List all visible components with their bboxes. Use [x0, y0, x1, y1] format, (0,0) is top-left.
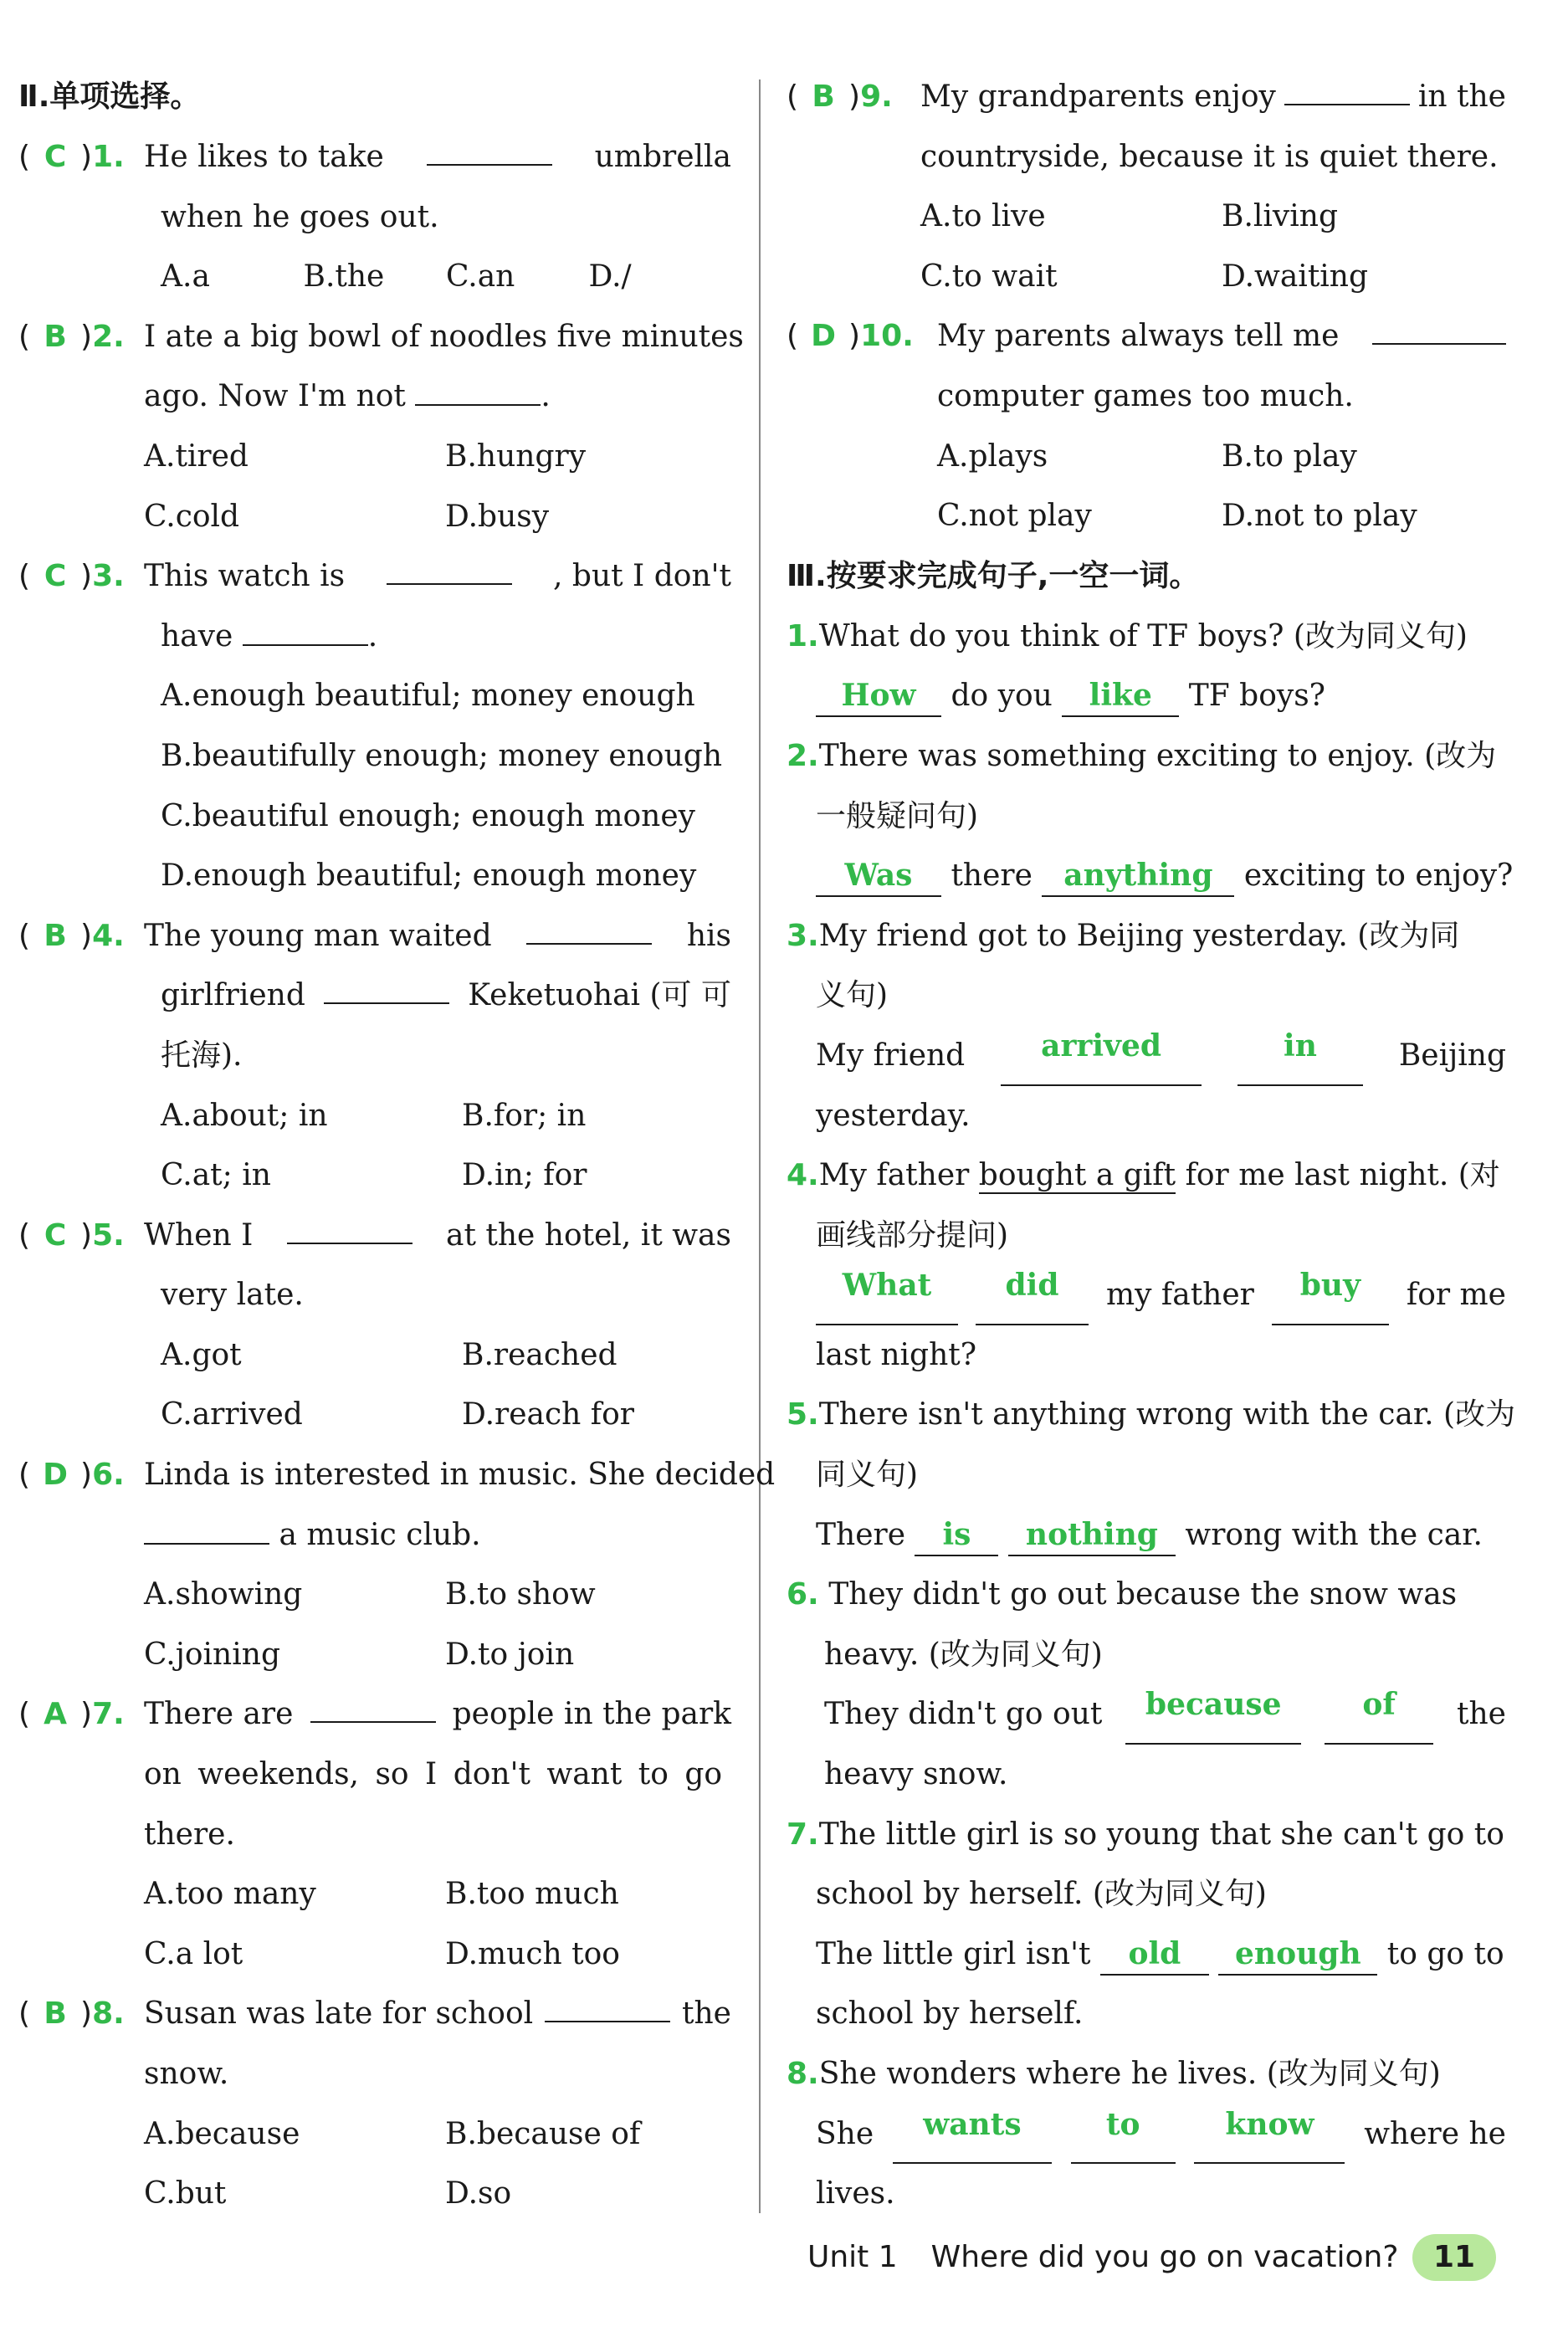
question-5: ( C )5. When I at the hotel, it was [18, 1206, 731, 1266]
text: B.to play [1222, 438, 1357, 474]
answer: A [44, 1697, 67, 1732]
answer-fill: like [1062, 675, 1179, 717]
options [18, 2164, 731, 2224]
text: at the hotel, it was [446, 1217, 731, 1253]
options [18, 1625, 731, 1685]
text: 3. [787, 918, 819, 953]
text: Beijing [1398, 1038, 1506, 1073]
text: D.enough beautiful; enough money [161, 858, 697, 894]
text: My friend got to Beijing yesterday. (改为同 [818, 918, 1460, 953]
text: There isn't anything wrong with the car. (改为 [818, 1397, 1516, 1432]
options [18, 1145, 731, 1206]
blank [287, 1206, 412, 1244]
right-column [787, 67, 1516, 2224]
answer-fill: know [1194, 2104, 1345, 2165]
text: My friend [816, 1038, 966, 1073]
column-divider [759, 79, 761, 2213]
options [18, 1385, 731, 1445]
text: My father [818, 1158, 970, 1193]
text: people in the park [452, 1697, 731, 1732]
text: D.busy [445, 499, 550, 534]
sentence-4 [787, 1145, 1506, 1206]
blank [545, 1984, 670, 2022]
text: C.a lot [144, 1936, 243, 1971]
answer: B [44, 319, 67, 354]
text: for me last night. (对 [1185, 1158, 1500, 1193]
text: there. [144, 1817, 235, 1852]
answer-fill: old [1100, 1934, 1209, 1976]
answer-fill: nothing [1008, 1514, 1176, 1556]
text: D.reach for [462, 1397, 634, 1432]
text: last night? [816, 1337, 977, 1372]
text: B.for; in [462, 1098, 587, 1133]
text: My grandparents enjoy [920, 79, 1276, 114]
options [18, 1325, 731, 1386]
text: school by herself. (改为同义句) [816, 1877, 1267, 1912]
section-title: Ⅱ.单项选择。 [18, 79, 201, 114]
question-7: ( A )7. There are people in the park [18, 1684, 731, 1745]
answer-fill: What [816, 1265, 958, 1325]
text: This watch is [144, 559, 346, 594]
text: . [367, 618, 378, 653]
answer-fill: Was [816, 855, 941, 897]
text: umbrella [594, 140, 731, 174]
text: lives. [816, 2176, 895, 2211]
text: 2. [92, 319, 125, 354]
text: The young man waited [144, 918, 492, 953]
text: C.joining [144, 1637, 280, 1672]
text: C.not play [937, 499, 1092, 534]
text: D.much too [445, 1936, 620, 1971]
text: A.because [144, 2116, 300, 2151]
text: The little girl isn't [816, 1936, 1091, 1971]
text: countryside, because it is quiet there. [920, 139, 1499, 174]
text: D./ [588, 259, 632, 295]
options [18, 1864, 731, 1924]
text: TF boys? [1188, 679, 1325, 714]
text: They didn't go out because the snow was [828, 1577, 1458, 1612]
text: his [686, 918, 731, 953]
text: 4. [787, 1158, 819, 1193]
text: 10. [860, 319, 914, 354]
text: 1. [787, 618, 819, 653]
answer-fill: to [1071, 2104, 1176, 2165]
blank [526, 906, 652, 945]
text: , but I don't [553, 559, 731, 594]
text: snow. [144, 2057, 229, 2091]
options [18, 2104, 731, 2165]
text: B.the [303, 259, 385, 295]
options [18, 427, 731, 487]
text: What do you think of TF boys? (改为同义句) [818, 618, 1468, 653]
text: C.beautiful enough; enough money [161, 798, 695, 833]
answer: B [44, 918, 67, 953]
blank [324, 966, 449, 1004]
text: 义句) [816, 978, 889, 1013]
question-8: ( B )8. Susan was late for school the [18, 1984, 731, 2044]
text: do you [951, 679, 1053, 714]
answer: D [811, 319, 836, 354]
text: D.so [445, 2176, 512, 2211]
text: C.to wait [920, 259, 1058, 294]
text: There was something exciting to enjoy. (改为 [818, 738, 1497, 773]
answer: C [44, 140, 67, 174]
text: C.cold [144, 499, 240, 534]
answer-fill: arrived [1001, 1026, 1202, 1086]
options [787, 427, 1506, 487]
text: the [682, 1996, 731, 2032]
text: school by herself. [816, 1996, 1084, 2032]
text: A.enough beautiful; money enough [161, 679, 695, 714]
text: D.waiting [1222, 259, 1369, 294]
text: They didn't go out [824, 1697, 1103, 1732]
answer-fill: wants [893, 2104, 1052, 2165]
text: I ate a big bowl of noodles five minutes [144, 319, 744, 354]
answer-fill: How [816, 675, 941, 717]
question-4: ( B )4. The young man waited his [18, 906, 731, 966]
text: 8. [787, 2057, 819, 2091]
text: The little girl is so young that she can't go to [818, 1817, 1504, 1852]
unit-label: Unit 1 [807, 2239, 898, 2274]
text: D.to join [445, 1637, 575, 1672]
text: B.too much [445, 1877, 619, 1912]
answer: B [44, 1996, 67, 2032]
options [18, 1565, 731, 1625]
text: 画线部分提问) [816, 1217, 1009, 1253]
sentence-2 [787, 726, 1506, 787]
page-footer [807, 2232, 1398, 2282]
question-1: ( C )1. He likes to take umbrella [18, 127, 731, 187]
answer-fill: did [976, 1265, 1089, 1325]
text: 3. [92, 559, 125, 594]
text: my father [1106, 1278, 1254, 1313]
text: bought a gift [978, 1158, 1176, 1193]
options [18, 487, 731, 547]
text: A.too many [144, 1877, 316, 1912]
text: C.but [144, 2176, 227, 2211]
text: 4. [92, 918, 125, 953]
text: She wonders where he lives. (改为同义句) [818, 2057, 1441, 2091]
section-title: Ⅲ.按要求完成句子,一空一词。 [787, 558, 1200, 593]
unit-title: Where did you go on vacation? [930, 2239, 1399, 2274]
answer: C [44, 559, 67, 594]
text: C.an [446, 259, 515, 295]
text: on weekends, so I don't want to go [144, 1757, 723, 1792]
answer-fill: is [915, 1514, 998, 1556]
options [18, 1086, 731, 1146]
text: 托海). [161, 1038, 243, 1073]
text: . [541, 379, 551, 414]
blank [1284, 67, 1410, 105]
options [787, 187, 1506, 247]
text: 5. [787, 1397, 819, 1432]
text: to go to [1386, 1936, 1504, 1971]
answer-fill: because [1125, 1684, 1301, 1745]
sentence-3 [787, 906, 1506, 966]
options [787, 486, 1506, 546]
text: wrong with the car. [1185, 1517, 1483, 1552]
text: C.at; in [161, 1158, 271, 1193]
text: 1. [92, 140, 125, 174]
answer-fill: in [1237, 1026, 1363, 1086]
text: girlfriend [161, 978, 305, 1013]
answer-fill: enough [1218, 1934, 1377, 1976]
text: B.to show [445, 1577, 596, 1612]
blank [427, 127, 552, 166]
answer-fill: anything [1042, 855, 1234, 897]
text: in the [1417, 79, 1506, 114]
text: exciting to enjoy? [1243, 858, 1514, 894]
text: 6. [787, 1577, 819, 1612]
sentence-5 [787, 1385, 1516, 1445]
text: She [816, 2116, 874, 2151]
answer: B [812, 79, 835, 114]
page-number: 11 [1412, 2234, 1496, 2281]
text: 2. [787, 738, 819, 773]
text: When I [144, 1217, 254, 1253]
options [787, 247, 1506, 307]
text: computer games too much. [937, 378, 1354, 413]
text: A.about; in [161, 1098, 328, 1133]
text: very late. [161, 1278, 304, 1313]
text: C.arrived [161, 1397, 303, 1432]
text: where he [1364, 2116, 1506, 2151]
answer-fill: of [1325, 1684, 1433, 1745]
text: 6. [92, 1458, 125, 1493]
text: 9. [860, 79, 893, 114]
text: B.reached [462, 1337, 617, 1372]
text: B.beautifully enough; money enough [161, 738, 723, 773]
text: B.because of [445, 2116, 641, 2151]
text: My parents always tell me [937, 319, 1340, 354]
options [18, 247, 731, 307]
text: A.a [161, 259, 210, 295]
text: for me [1406, 1278, 1506, 1313]
blank [415, 367, 541, 406]
options [18, 1924, 731, 1985]
text: there [951, 858, 1033, 894]
text: A.got [161, 1337, 242, 1372]
question-2: ( B )2. I ate a big bowl of noodles five minutes [18, 307, 731, 367]
text: the [1457, 1697, 1506, 1732]
text: 同义句) [816, 1458, 919, 1493]
text: A.tired [144, 438, 249, 474]
text: D.in; for [462, 1158, 587, 1193]
sentence-8 [787, 2044, 1506, 2104]
text: B.living [1222, 199, 1339, 234]
text: Susan was late for school [144, 1996, 534, 2032]
text: yesterday. [816, 1098, 971, 1133]
sentence-1 [787, 607, 1506, 667]
blank [387, 546, 512, 585]
question-3: ( C )3. This watch is , but I don't [18, 546, 731, 607]
answer-fill: buy [1272, 1265, 1389, 1325]
sentence-7 [787, 1805, 1506, 1865]
left-column [18, 67, 776, 2224]
text: A.plays [937, 438, 1048, 474]
text: heavy snow. [824, 1757, 1008, 1792]
question-6: ( D )6. Linda is interested in music. She decided [18, 1445, 731, 1505]
text: B.hungry [445, 438, 587, 474]
text: A.to live [920, 199, 1046, 234]
blank [144, 1506, 269, 1545]
text: 7. [787, 1817, 819, 1852]
text: have [161, 618, 233, 653]
text: There are [144, 1697, 294, 1732]
text: 5. [92, 1217, 125, 1253]
text: 8. [92, 1996, 125, 2032]
text: D.not to play [1222, 499, 1417, 534]
blank [243, 607, 368, 646]
answer: D [43, 1458, 68, 1493]
text: There [816, 1517, 906, 1552]
text: 一般疑问句) [816, 798, 979, 833]
question-10: ( D )10. My parents always tell me [787, 306, 1506, 366]
text: Linda is interested in music. She decided [144, 1458, 776, 1493]
text: a music club. [279, 1517, 481, 1552]
text: A.showing [144, 1577, 303, 1612]
answer: C [44, 1217, 67, 1253]
question-9: ( B )9. My grandparents enjoy in the [787, 67, 1506, 127]
text: ago. Now I'm not [144, 379, 406, 414]
blank [1372, 306, 1506, 345]
text: heavy. (改为同义句) [824, 1637, 1103, 1672]
text: when he goes out. [161, 199, 439, 234]
sentence-6 [787, 1565, 1506, 1625]
text: 7. [92, 1697, 125, 1732]
text: Keketuohai (可 可 [468, 978, 731, 1013]
blank [310, 1684, 436, 1723]
text: He likes to take [144, 140, 384, 174]
